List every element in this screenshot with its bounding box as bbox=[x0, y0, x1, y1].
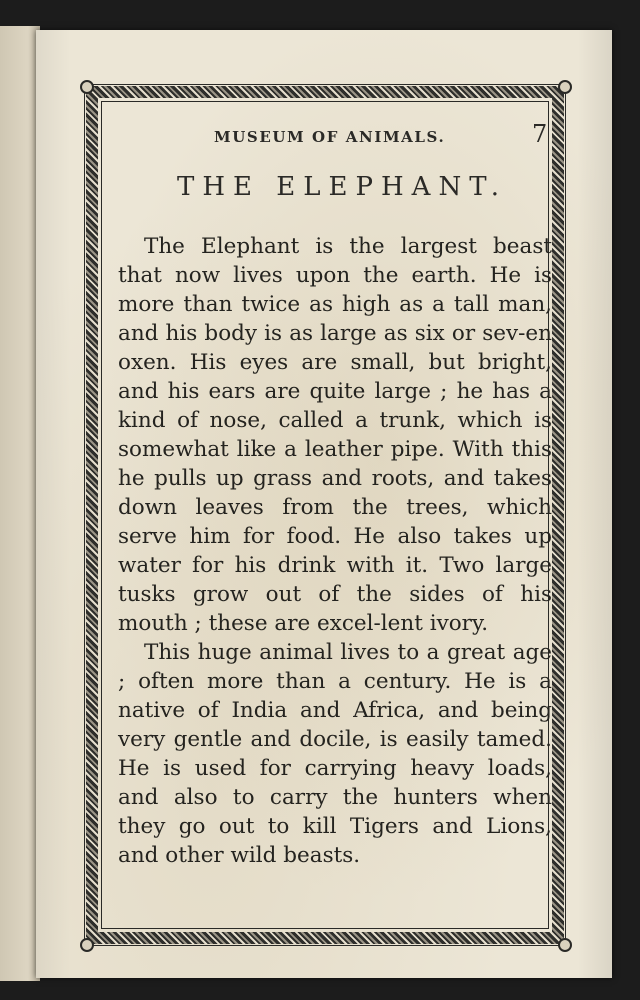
chapter-heading: THE ELEPHANT. bbox=[177, 172, 507, 202]
page-number: 7 bbox=[532, 120, 548, 148]
border-corner-ornament bbox=[80, 80, 94, 94]
paragraph: This huge animal lives to a great age ; often more than a century. He is a native of India and Africa, and being very gentle and docile, is easily tamed. He is used for carrying heavy loads, and also to carry the hunters when they go out to kill Tigers and Lions, and other wild beasts. bbox=[118, 640, 552, 868]
previous-page-edge bbox=[0, 26, 40, 981]
border-corner-ornament bbox=[80, 938, 94, 952]
border-corner-ornament bbox=[558, 80, 572, 94]
body-text bbox=[118, 232, 552, 870]
running-head: MUSEUM OF ANIMALS. bbox=[214, 128, 446, 146]
border-corner-ornament bbox=[558, 938, 572, 952]
paragraph: The Elephant is the largest beast that now lives upon the earth. He is more than twice as high as a tall man, and his body is as large as six or sev-en oxen. His eyes are small, but bright, and his ears are quite large ; he has a kind of nose, called a trunk, which is somewhat like a leather pipe. With this he pulls up grass and roots, and takes down leaves from the trees, which serve him for food. He also takes up water for his drink with it. Two large tusks grow out of the sides of his mouth ; these are excel-lent ivory. bbox=[118, 234, 552, 636]
book-page bbox=[36, 30, 612, 978]
